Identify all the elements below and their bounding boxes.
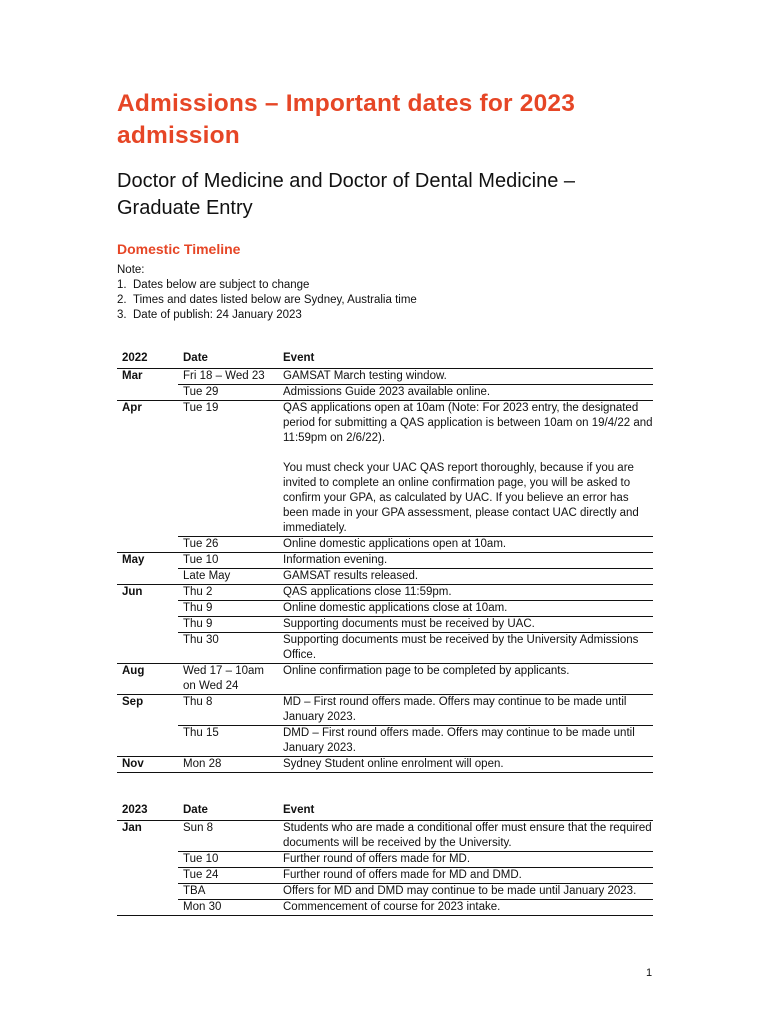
event-text: Further round of offers made for MD and DMD. xyxy=(283,869,522,881)
month-cell xyxy=(117,852,178,868)
month-cell: Nov xyxy=(117,757,178,773)
event-text: You must check your UAC QAS report thoroughly, because if you are invited to complete an online confirmation page, you will be asked to confirm your GPA, as calculated by UAC. If you believe an error has been made in your GPA assessment, please contact UAC directly and immediately. xyxy=(283,462,639,534)
event-cell xyxy=(278,726,653,757)
date-cell: Mon 30 xyxy=(178,900,278,916)
date-cell: TBA xyxy=(178,884,278,900)
date-cell: Sun 8 xyxy=(178,821,278,852)
event-text: GAMSAT results released. xyxy=(283,570,419,582)
event-text: Commencement of course for 2023 intake. xyxy=(283,901,501,913)
table-header-row xyxy=(117,800,653,821)
date-cell: Tue 10 xyxy=(178,553,278,569)
event-text: DMD – First round offers made. Offers may continue to be made until January 2023. xyxy=(283,727,635,754)
event-cell xyxy=(278,868,653,884)
date-cell: Thu 15 xyxy=(178,726,278,757)
note-text: Dates below are subject to change xyxy=(133,279,310,291)
event-cell xyxy=(278,553,653,569)
table-row xyxy=(117,617,653,633)
month-cell xyxy=(117,633,178,664)
event-text: MD – First round offers made. Offers may continue to be made until January 2023. xyxy=(283,696,627,723)
month-cell xyxy=(117,884,178,900)
header-event: Event xyxy=(278,348,653,369)
header-year: 2022 xyxy=(117,348,178,369)
date-cell: Tue 24 xyxy=(178,868,278,884)
table-row xyxy=(117,633,653,664)
month-cell: Jun xyxy=(122,586,143,598)
event-text: Admissions Guide 2023 available online. xyxy=(283,386,491,398)
date-cell: Thu 2 xyxy=(178,585,278,601)
table-row xyxy=(117,868,653,884)
event-cell xyxy=(278,537,653,553)
timeline-table-2022 xyxy=(117,348,653,773)
event-cell xyxy=(278,633,653,664)
event-cell xyxy=(278,569,653,585)
event-text: Sydney Student online enrolment will open. xyxy=(283,758,504,770)
month-cell: Apr xyxy=(122,402,142,414)
month-cell xyxy=(117,601,178,617)
event-cell xyxy=(278,585,653,601)
event-cell xyxy=(278,664,653,695)
page-number: 1 xyxy=(646,967,653,979)
month-cell xyxy=(117,900,178,916)
month-cell xyxy=(117,537,178,553)
note-number: 1. xyxy=(117,279,127,291)
month-cell xyxy=(117,868,178,884)
header-event: Event xyxy=(278,800,653,821)
note-item xyxy=(117,278,653,293)
month-cell xyxy=(117,385,178,401)
note-item xyxy=(117,293,653,308)
event-text: Supporting documents must be received by UAC. xyxy=(283,618,535,630)
note-label: Note: xyxy=(117,264,145,276)
month-cell: Aug xyxy=(117,664,178,695)
event-text: Online domestic applications close at 10am. xyxy=(283,602,508,614)
event-cell xyxy=(278,852,653,868)
table-row xyxy=(117,385,653,401)
table-row xyxy=(117,537,653,553)
note-number: 2. xyxy=(117,294,127,306)
date-cell: Thu 9 xyxy=(178,617,278,633)
header-year: 2023 xyxy=(117,800,178,821)
month-cell: May xyxy=(122,554,145,566)
event-text: Further round of offers made for MD. xyxy=(283,853,471,865)
table-row xyxy=(117,821,653,852)
event-text: GAMSAT March testing window. xyxy=(283,370,447,382)
header-date: Date xyxy=(178,348,278,369)
event-text: Online confirmation page to be completed by applicants. xyxy=(283,665,570,677)
month-cell xyxy=(117,726,178,757)
event-text: Offers for MD and DMD may continue to be made until January 2023. xyxy=(283,885,637,897)
note-text: Times and dates listed below are Sydney, Australia time xyxy=(133,294,417,306)
table-row xyxy=(117,369,653,385)
page-subtitle: Doctor of Medicine and Doctor of Dental Medicine – Graduate Entry xyxy=(117,170,576,219)
event-text: Online domestic applications open at 10am. xyxy=(283,538,507,550)
event-cell xyxy=(278,369,653,385)
note-item xyxy=(117,308,653,323)
table-header-row xyxy=(117,348,653,369)
table-row xyxy=(117,900,653,916)
table-row xyxy=(117,569,653,585)
date-cell: Thu 9 xyxy=(178,601,278,617)
month-cell: Jan xyxy=(122,822,142,834)
header-date: Date xyxy=(178,800,278,821)
date-cell: Tue 26 xyxy=(178,537,278,553)
event-cell xyxy=(278,617,653,633)
document-page xyxy=(117,88,653,916)
date-cell: Tue 29 xyxy=(178,385,278,401)
table-row xyxy=(117,695,653,726)
date-cell: Wed 17 – 10am on Wed 24 xyxy=(178,664,278,695)
table-row xyxy=(117,852,653,868)
event-text: Information evening. xyxy=(283,554,388,566)
month-cell: Mar xyxy=(122,370,143,382)
date-cell: Thu 8 xyxy=(178,695,278,726)
event-text: Students who are made a conditional offer must ensure that the required documents will be received by the University. xyxy=(283,822,652,849)
table-row xyxy=(117,401,653,537)
event-text: QAS applications open at 10am (Note: For 2023 entry, the designated period for submitting a QAS application is between 10am on 19/4/22 and 11:59pm on 2/6/22). xyxy=(283,402,653,444)
table-row xyxy=(117,553,653,569)
event-cell xyxy=(278,695,653,726)
table-row xyxy=(117,726,653,757)
note-text: Date of publish: 24 January 2023 xyxy=(133,309,302,321)
month-cell xyxy=(117,569,178,585)
date-cell: Late May xyxy=(178,569,278,585)
event-text: Supporting documents must be received by the University Admissions Office. xyxy=(283,634,639,661)
month-cell xyxy=(117,617,178,633)
note-number: 3. xyxy=(117,309,127,321)
table-row xyxy=(117,664,653,695)
page-title: Admissions – Important dates for 2023 admission xyxy=(117,90,576,149)
table-row xyxy=(117,601,653,617)
event-cell xyxy=(278,821,653,852)
date-cell: Mon 28 xyxy=(178,757,278,773)
table-row xyxy=(117,585,653,601)
event-cell xyxy=(278,900,653,916)
date-cell: Tue 19 xyxy=(178,401,278,537)
event-cell xyxy=(278,385,653,401)
table-row xyxy=(117,884,653,900)
timeline-table-2023 xyxy=(117,800,653,916)
month-cell: Sep xyxy=(122,696,144,708)
table-row xyxy=(117,757,653,773)
event-cell xyxy=(278,757,653,773)
notes-list xyxy=(117,278,653,323)
event-cell xyxy=(278,401,653,537)
event-text: QAS applications close 11:59pm. xyxy=(283,586,452,598)
date-cell: Tue 10 xyxy=(178,852,278,868)
event-cell xyxy=(278,601,653,617)
section-heading: Domestic Timeline xyxy=(117,241,241,257)
date-cell: Fri 18 – Wed 23 xyxy=(178,369,278,385)
date-cell: Thu 30 xyxy=(178,633,278,664)
event-cell xyxy=(278,884,653,900)
